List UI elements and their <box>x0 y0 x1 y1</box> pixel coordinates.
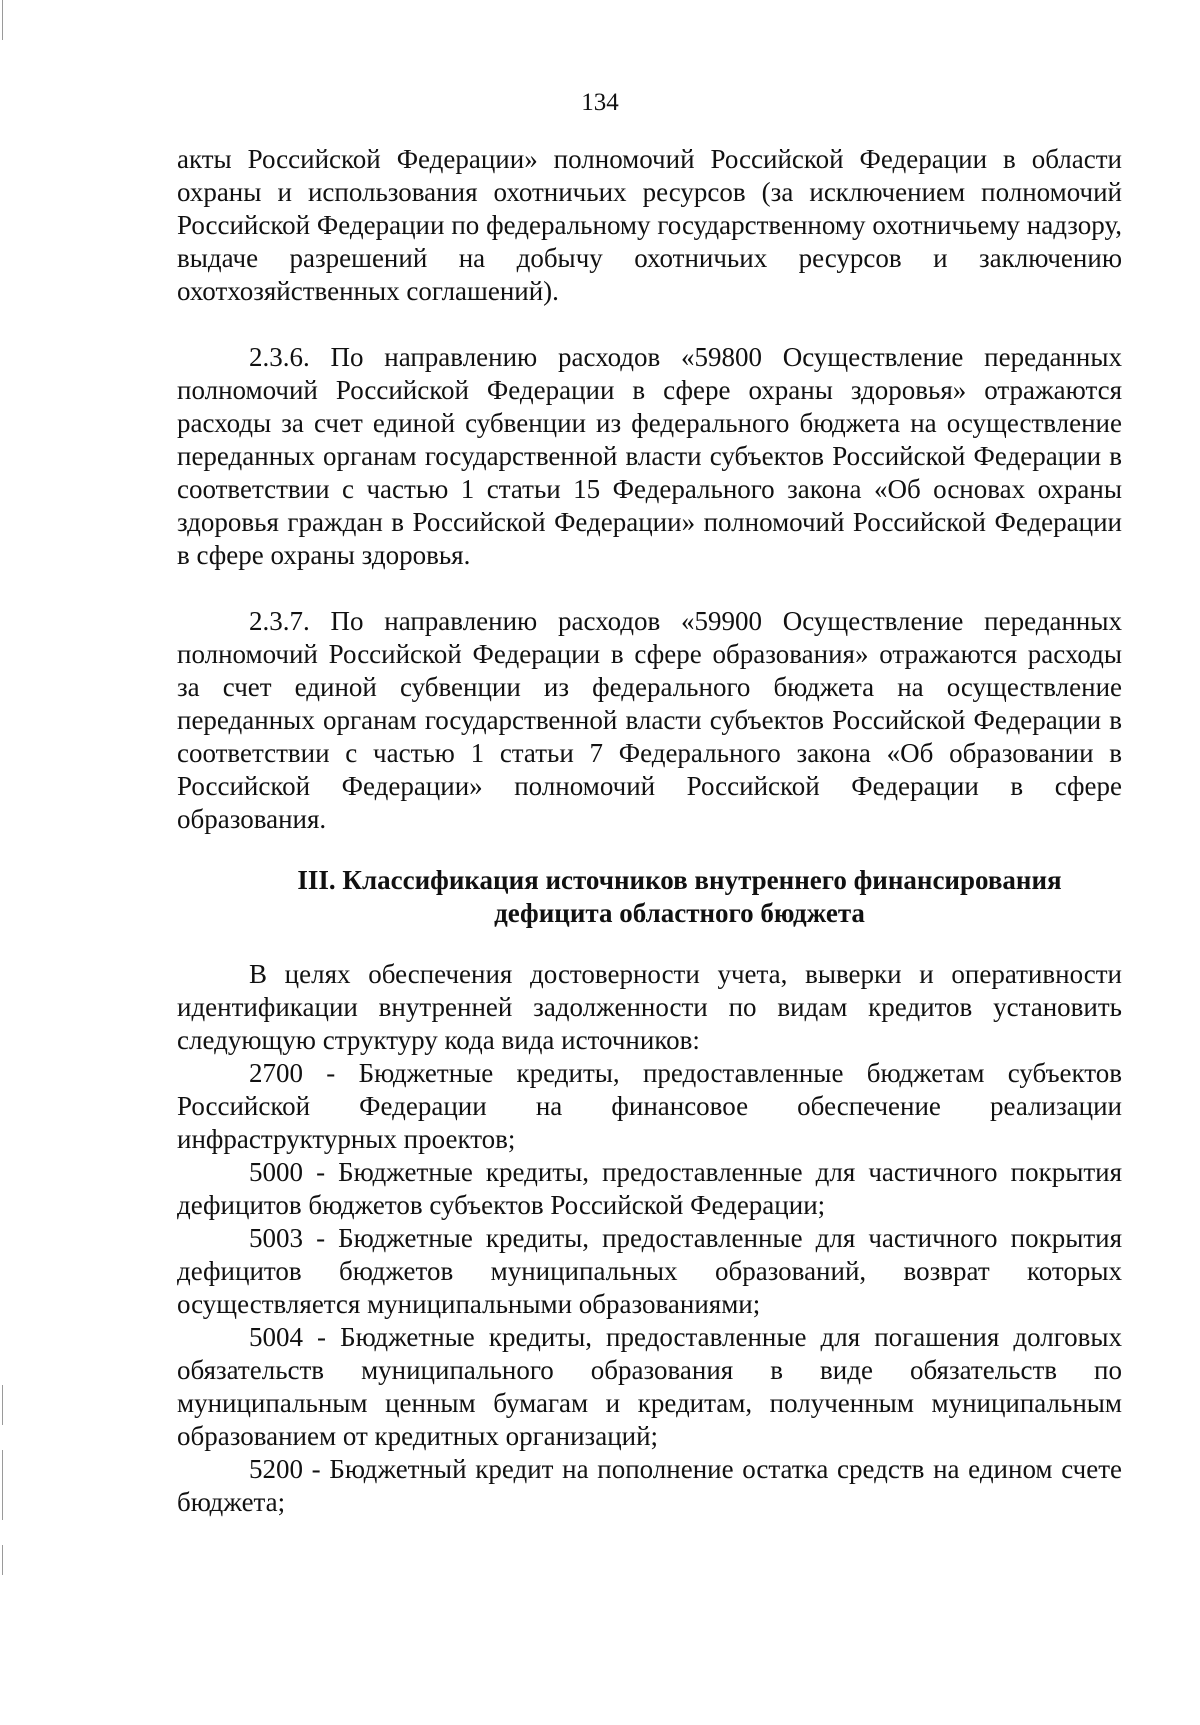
code-item-2700: 2700 - Бюджетные кредиты, предоставленные бюджетам субъектов Российской Федерации на финансовое обеспечение реализации инфраструктурных проектов; <box>177 1058 1122 1154</box>
document-body <box>177 143 1122 1519</box>
code-item-5003: 5003 - Бюджетные кредиты, предоставленные для частичного покрытия дефицитов бюджетов муниципальных образований, возврат которых осуществляется муниципальными образованиями; <box>177 1223 1122 1319</box>
section-heading-line-2: дефицита областного бюджета <box>494 898 865 928</box>
page-number: 134 <box>581 89 619 116</box>
continuation-paragraph: акты Российской Федерации» полномочий Российской Федерации в области охраны и использования охотничьих ресурсов (за исключением полномочий Российской Федерации по федеральному государственному охотничьему надзору, выдаче разрешений на добычу охотничьих ресурсов и заключению охотхозяйственных соглашений). <box>177 144 1122 306</box>
section-heading-line-1: III. Классификация источников внутреннего финансирования <box>297 865 1062 895</box>
section-heading <box>177 864 1122 930</box>
paragraph-2-3-6: 2.3.6. По направлению расходов «59800 Осуществление переданных полномочий Российской Федерации в сфере охраны здоровья» отражаются расходы за счет единой субвенции из федерального бюджета на осуществление переданных органам государственной власти субъектов Российской Федерации в соответствии с частью 1 статьи 15 Федерального закона «Об основах охраны здоровья граждан в Российской Федерации» полномочий Российской Федерации в сфере охраны здоровья. <box>177 342 1122 570</box>
code-item-5200: 5200 - Бюджетный кредит на пополнение остатка средств на едином счете бюджета; <box>177 1454 1122 1517</box>
code-item-5004: 5004 - Бюджетные кредиты, предоставленные для погашения долговых обязательств муниципального образования в виде обязательств по муниципальным ценным бумагам и кредитам, полученным муниципальным образованием от кредитных организаций; <box>177 1322 1122 1451</box>
code-item-5000: 5000 - Бюджетные кредиты, предоставленные для частичного покрытия дефицитов бюджетов субъектов Российской Федерации; <box>177 1157 1122 1220</box>
paragraph-2-3-7: 2.3.7. По направлению расходов «59900 Осуществление переданных полномочий Российской Федерации в сфере образования» отражаются расходы за счет единой субвенции из федерального бюджета на осуществление переданных органам государственной власти субъектов Российской Федерации в соответствии с частью 1 статьи 7 Федерального закона «Об образовании в Российской Федерации» полномочий Российской Федерации в сфере образования. <box>177 606 1122 834</box>
scan-edge-marks <box>0 0 8 1725</box>
intro-paragraph: В целях обеспечения достоверности учета, выверки и оперативности идентификации внутренней задолженности по видам кредитов установить следующую структуру кода вида источников: <box>177 959 1122 1055</box>
